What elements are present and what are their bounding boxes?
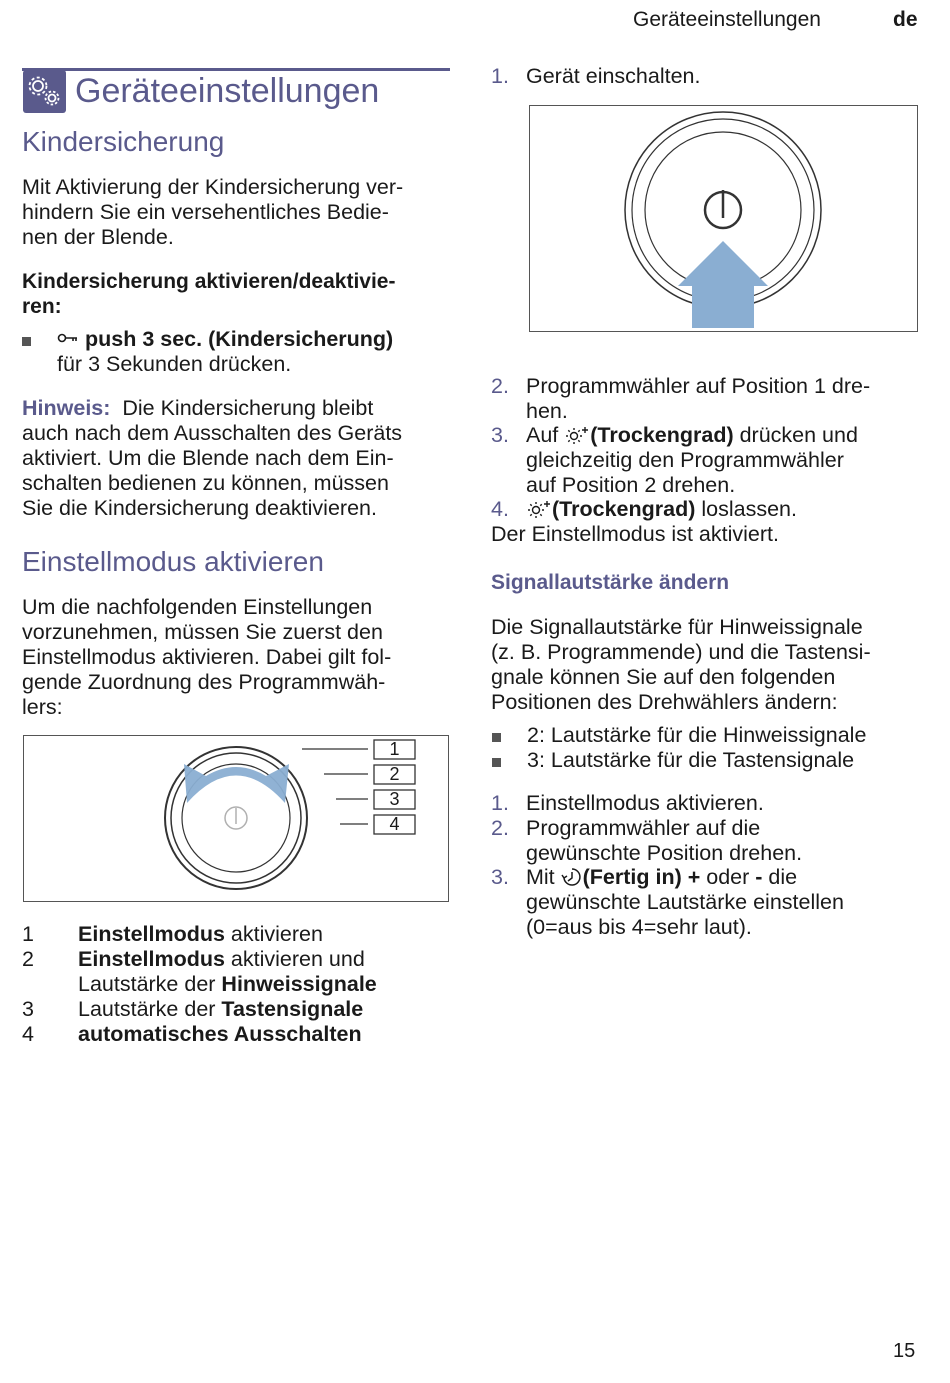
signal-step-3: 3. Mit (Fertig in) + oder - die gewünschte Lautstärke einstellen (0=aus bis 4=sehr laut). — [491, 865, 844, 939]
selector-figure — [23, 735, 449, 902]
legend-item: 2 Einstellmodus aktivieren und — [22, 947, 365, 971]
legend-item: 3 Lautstärke der Tastensignale — [22, 997, 364, 1021]
step-2: 2. Programmwähler auf Position 1 dre- hen. — [491, 374, 871, 423]
bullet-marker — [492, 758, 501, 767]
kindersicherung-intro: Mit Aktivierung der Kindersicherung ver- hindern Sie ein versehentliches Bedie- nen der Blende. — [22, 175, 404, 249]
finish-in-icon — [561, 865, 583, 889]
page-number: 15 — [893, 1340, 916, 1362]
signal-bullet: 2: Lautstärke für die Hinweissignale — [527, 723, 867, 747]
step-3: 3. Auf (Trockengrad) drücken und gleichzeitig den Programmwähler auf Position 2 drehen. — [491, 423, 858, 497]
kindersicherung-note: Hinweis: Die Kindersicherung bleibt auch nach dem Ausschalten des Geräts aktiviert. Um die Blende nach dem Ein- schalten bedienen zu können, müssen Sie die Kindersicherung deaktivieren. — [22, 396, 403, 520]
figure-legend — [22, 922, 442, 1047]
einstellmodus-intro: Um die nachfolgenden Einstellungen vorzunehmen, müssen Sie zuerst den Einstellmodus aktivieren. Dabei gilt fol- gende Zuordnung des Programmwäh- lers: — [22, 595, 392, 719]
key-icon — [57, 327, 79, 351]
gears-icon — [23, 70, 66, 113]
position-label: 4 — [389, 814, 400, 834]
step-4: 4. (Trockengrad) loslassen. — [491, 497, 797, 521]
step-result: Der Einstellmodus ist aktiviert. — [491, 522, 779, 546]
step-1: 1. Gerät einschalten. — [491, 64, 701, 88]
bullet-marker — [492, 733, 501, 742]
legend-item: 4 automatisches Ausschalten — [22, 1022, 362, 1046]
position-label: 1 — [389, 739, 400, 759]
drying-level-icon — [564, 423, 590, 447]
drying-level-icon — [526, 497, 552, 521]
signal-step-1: 1. Einstellmodus aktivieren. — [491, 791, 764, 815]
language-label: de — [893, 8, 918, 31]
section-heading-einstellmodus: Einstellmodus aktivieren — [22, 546, 324, 577]
section-heading-kindersicherung: Kindersicherung — [22, 126, 225, 157]
signal-intro: Die Signallautstärke für Hinweissignale (z. B. Programmende) und die Tastensi- gnale können Sie auf den folgenden Positionen des Drehwählers ändern: — [491, 615, 871, 714]
position-label: 3 — [389, 789, 400, 809]
section-heading-signal: Signallautstärke ändern — [491, 571, 730, 594]
note-label: Hinweis: — [22, 396, 111, 420]
chapter-rule — [22, 68, 450, 71]
bullet-marker — [22, 337, 31, 346]
kindersicherung-subheading: Kindersicherung aktivieren/deaktivie- ren: — [22, 270, 396, 318]
legend-item: Lautstärke der Hinweissignale — [78, 972, 377, 996]
signal-bullet: 3: Lautstärke für die Tastensignale — [527, 748, 855, 772]
legend-item: 1 Einstellmodus aktivieren — [22, 922, 323, 946]
running-title: Geräteeinstellungen — [633, 8, 821, 31]
chapter-title: Geräteeinstellungen — [75, 72, 380, 110]
position-label: 2 — [389, 764, 400, 784]
power-button-figure — [529, 105, 918, 332]
kindersicherung-bullet: push 3 sec. (Kindersicherung) für 3 Sekunden drücken. — [57, 327, 394, 376]
signal-step-2: 2. Programmwähler auf die gewünschte Position drehen. — [491, 816, 803, 865]
